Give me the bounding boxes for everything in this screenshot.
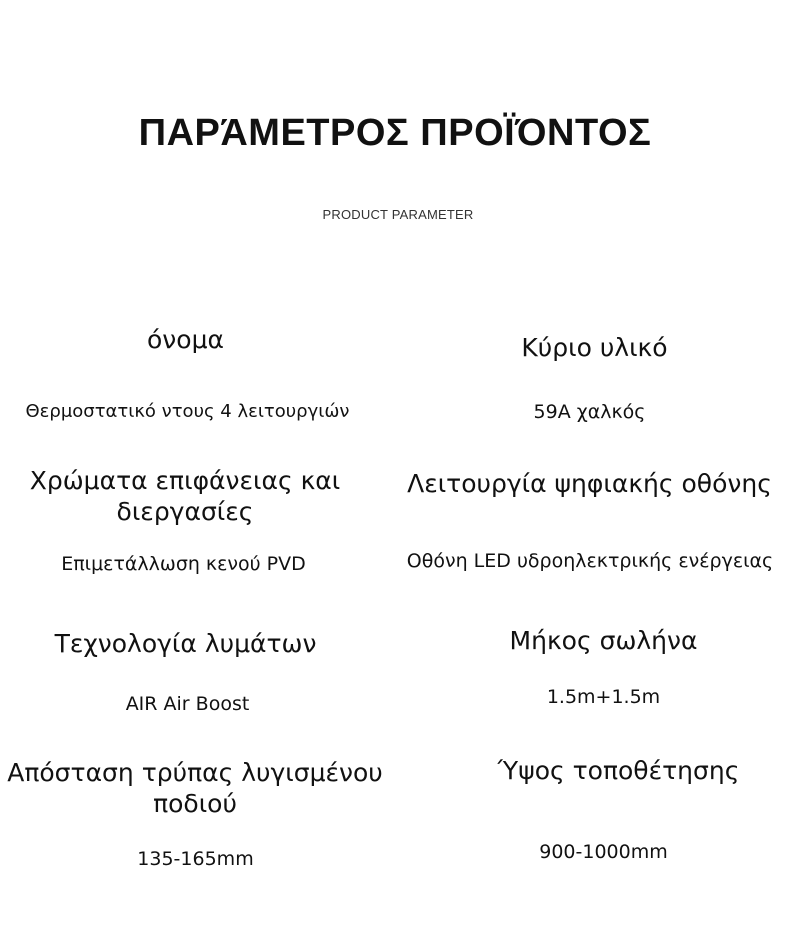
param-label-install-height: Ύψος τοποθέτησης bbox=[497, 756, 740, 785]
param-value-display: Οθόνη LED υδροηλεκτρικής ενέργειας bbox=[406, 550, 774, 572]
param-value-sewage: AIR Air Boost bbox=[125, 693, 250, 715]
param-value-hole-distance: 135-165mm bbox=[137, 848, 254, 870]
param-label-hole-distance: Απόσταση τρύπας λυγισμένου ποδιού bbox=[7, 758, 383, 818]
param-label-hose: Μήκος σωλήνα bbox=[509, 626, 698, 655]
page-title: ΠΑΡΆΜΕΤΡΟΣ ΠΡΟΪΌΝΤΟΣ bbox=[138, 112, 652, 154]
param-label-surface: Χρώματα επιφάνειας και διεργασίες bbox=[29, 466, 341, 526]
param-label-material: Κύριο υλικό bbox=[521, 333, 668, 362]
param-value-material: 59A χαλκός bbox=[533, 401, 646, 423]
param-value-install-height: 900-1000mm bbox=[539, 841, 668, 863]
page-subtitle: PRODUCT PARAMETER bbox=[322, 207, 474, 222]
param-label-sewage: Τεχνολογία λυμάτων bbox=[54, 629, 317, 658]
param-label-name: όνομα bbox=[147, 325, 224, 354]
param-value-name: Θερμοστατικό ντους 4 λειτουργιών bbox=[25, 401, 350, 422]
param-label-display: Λειτουργία ψηφιακής οθόνης bbox=[407, 469, 772, 498]
param-value-hose: 1.5m+1.5m bbox=[546, 686, 661, 708]
param-value-surface: Επιμετάλλωση κενού PVD bbox=[61, 553, 306, 575]
